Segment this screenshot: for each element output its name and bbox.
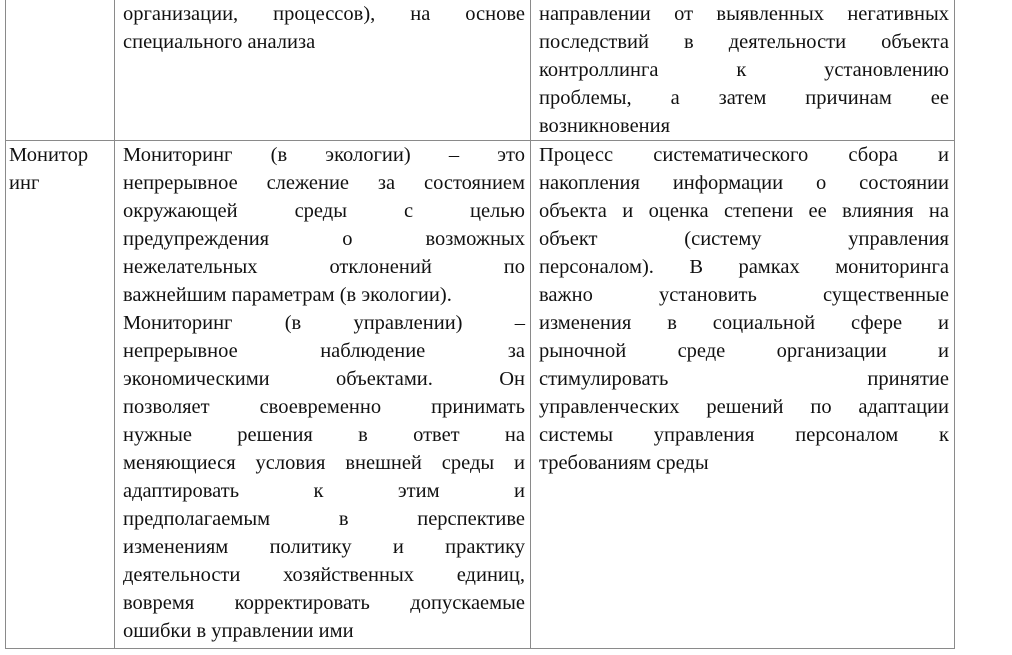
table-body xyxy=(6,0,955,649)
definition-line: окружающей среды с целью xyxy=(123,200,525,222)
table-row xyxy=(6,0,955,141)
definition-line: позволяет своевременно принимать xyxy=(123,396,525,418)
term-line: инг xyxy=(9,172,40,194)
controlling-cell xyxy=(531,141,955,649)
definition-line: адаптировать к этим и xyxy=(123,480,525,502)
definition-line: Мониторинг (в управлении) – xyxy=(123,312,525,334)
definition-line: изменениям политику и практику xyxy=(123,536,525,558)
controlling-line: требованиям среды xyxy=(539,452,709,474)
controlling-line: важно установить существенные xyxy=(539,284,949,306)
definition-line: вовремя корректировать допускаемые xyxy=(123,592,525,614)
controlling-line: персоналом). В рамках мониторинга xyxy=(539,256,949,278)
definition-line: ошибки в управлении ими xyxy=(123,620,354,642)
definition-line: специального анализа xyxy=(123,31,316,53)
controlling-line: возникновения xyxy=(539,115,671,137)
table-row xyxy=(6,141,955,649)
definition-line: непрерывное слежение за состоянием xyxy=(123,172,525,194)
definition-line: предупреждения о возможных xyxy=(123,228,525,250)
controlling-line: управленческих решений по адаптации xyxy=(539,396,949,418)
controlling-line: направлении от выявленных негативных xyxy=(539,3,949,25)
controlling-line: контроллинга к установлению xyxy=(539,59,949,81)
controlling-line: объект (систему управления xyxy=(539,228,949,250)
definition-line: непрерывное наблюдение за xyxy=(123,340,525,362)
definition-line: нежелательных отклонений по xyxy=(123,256,525,278)
definition-line: Мониторинг (в экологии) – это xyxy=(123,144,525,166)
controlling-line: Процесс систематического сбора и xyxy=(539,144,949,166)
term-cell xyxy=(6,141,115,649)
definition-line: деятельности хозяйственных единиц, xyxy=(123,564,525,586)
term-line: Монитор xyxy=(9,144,89,166)
definition-line: экономическими объектами. Он xyxy=(123,368,525,390)
controlling-line: последствий в деятельности объекта xyxy=(539,31,949,53)
controlling-line: объекта и оценка степени ее влияния на xyxy=(539,200,949,222)
controlling-cell xyxy=(531,0,955,141)
definition-cell xyxy=(115,141,531,649)
definition-line: меняющиеся условия внешней среды и xyxy=(123,452,525,474)
controlling-line: системы управления персоналом к xyxy=(539,424,949,446)
term-cell xyxy=(6,0,115,141)
controlling-line: проблемы, а затем причинам ее xyxy=(539,87,949,109)
definition-line: нужные решения в ответ на xyxy=(123,424,525,446)
definition-line: важнейшим параметрам (в экологии). xyxy=(123,284,452,306)
definition-line: предполагаемым в перспективе xyxy=(123,508,525,530)
document-table xyxy=(5,0,955,649)
definition-line: организации, процессов), на основе xyxy=(123,3,525,25)
definition-cell xyxy=(115,0,531,141)
controlling-line: изменения в социальной сфере и xyxy=(539,312,949,334)
controlling-line: рыночной среде организации и xyxy=(539,340,949,362)
controlling-line: стимулировать принятие xyxy=(539,368,949,390)
controlling-line: накопления информации о состоянии xyxy=(539,172,949,194)
